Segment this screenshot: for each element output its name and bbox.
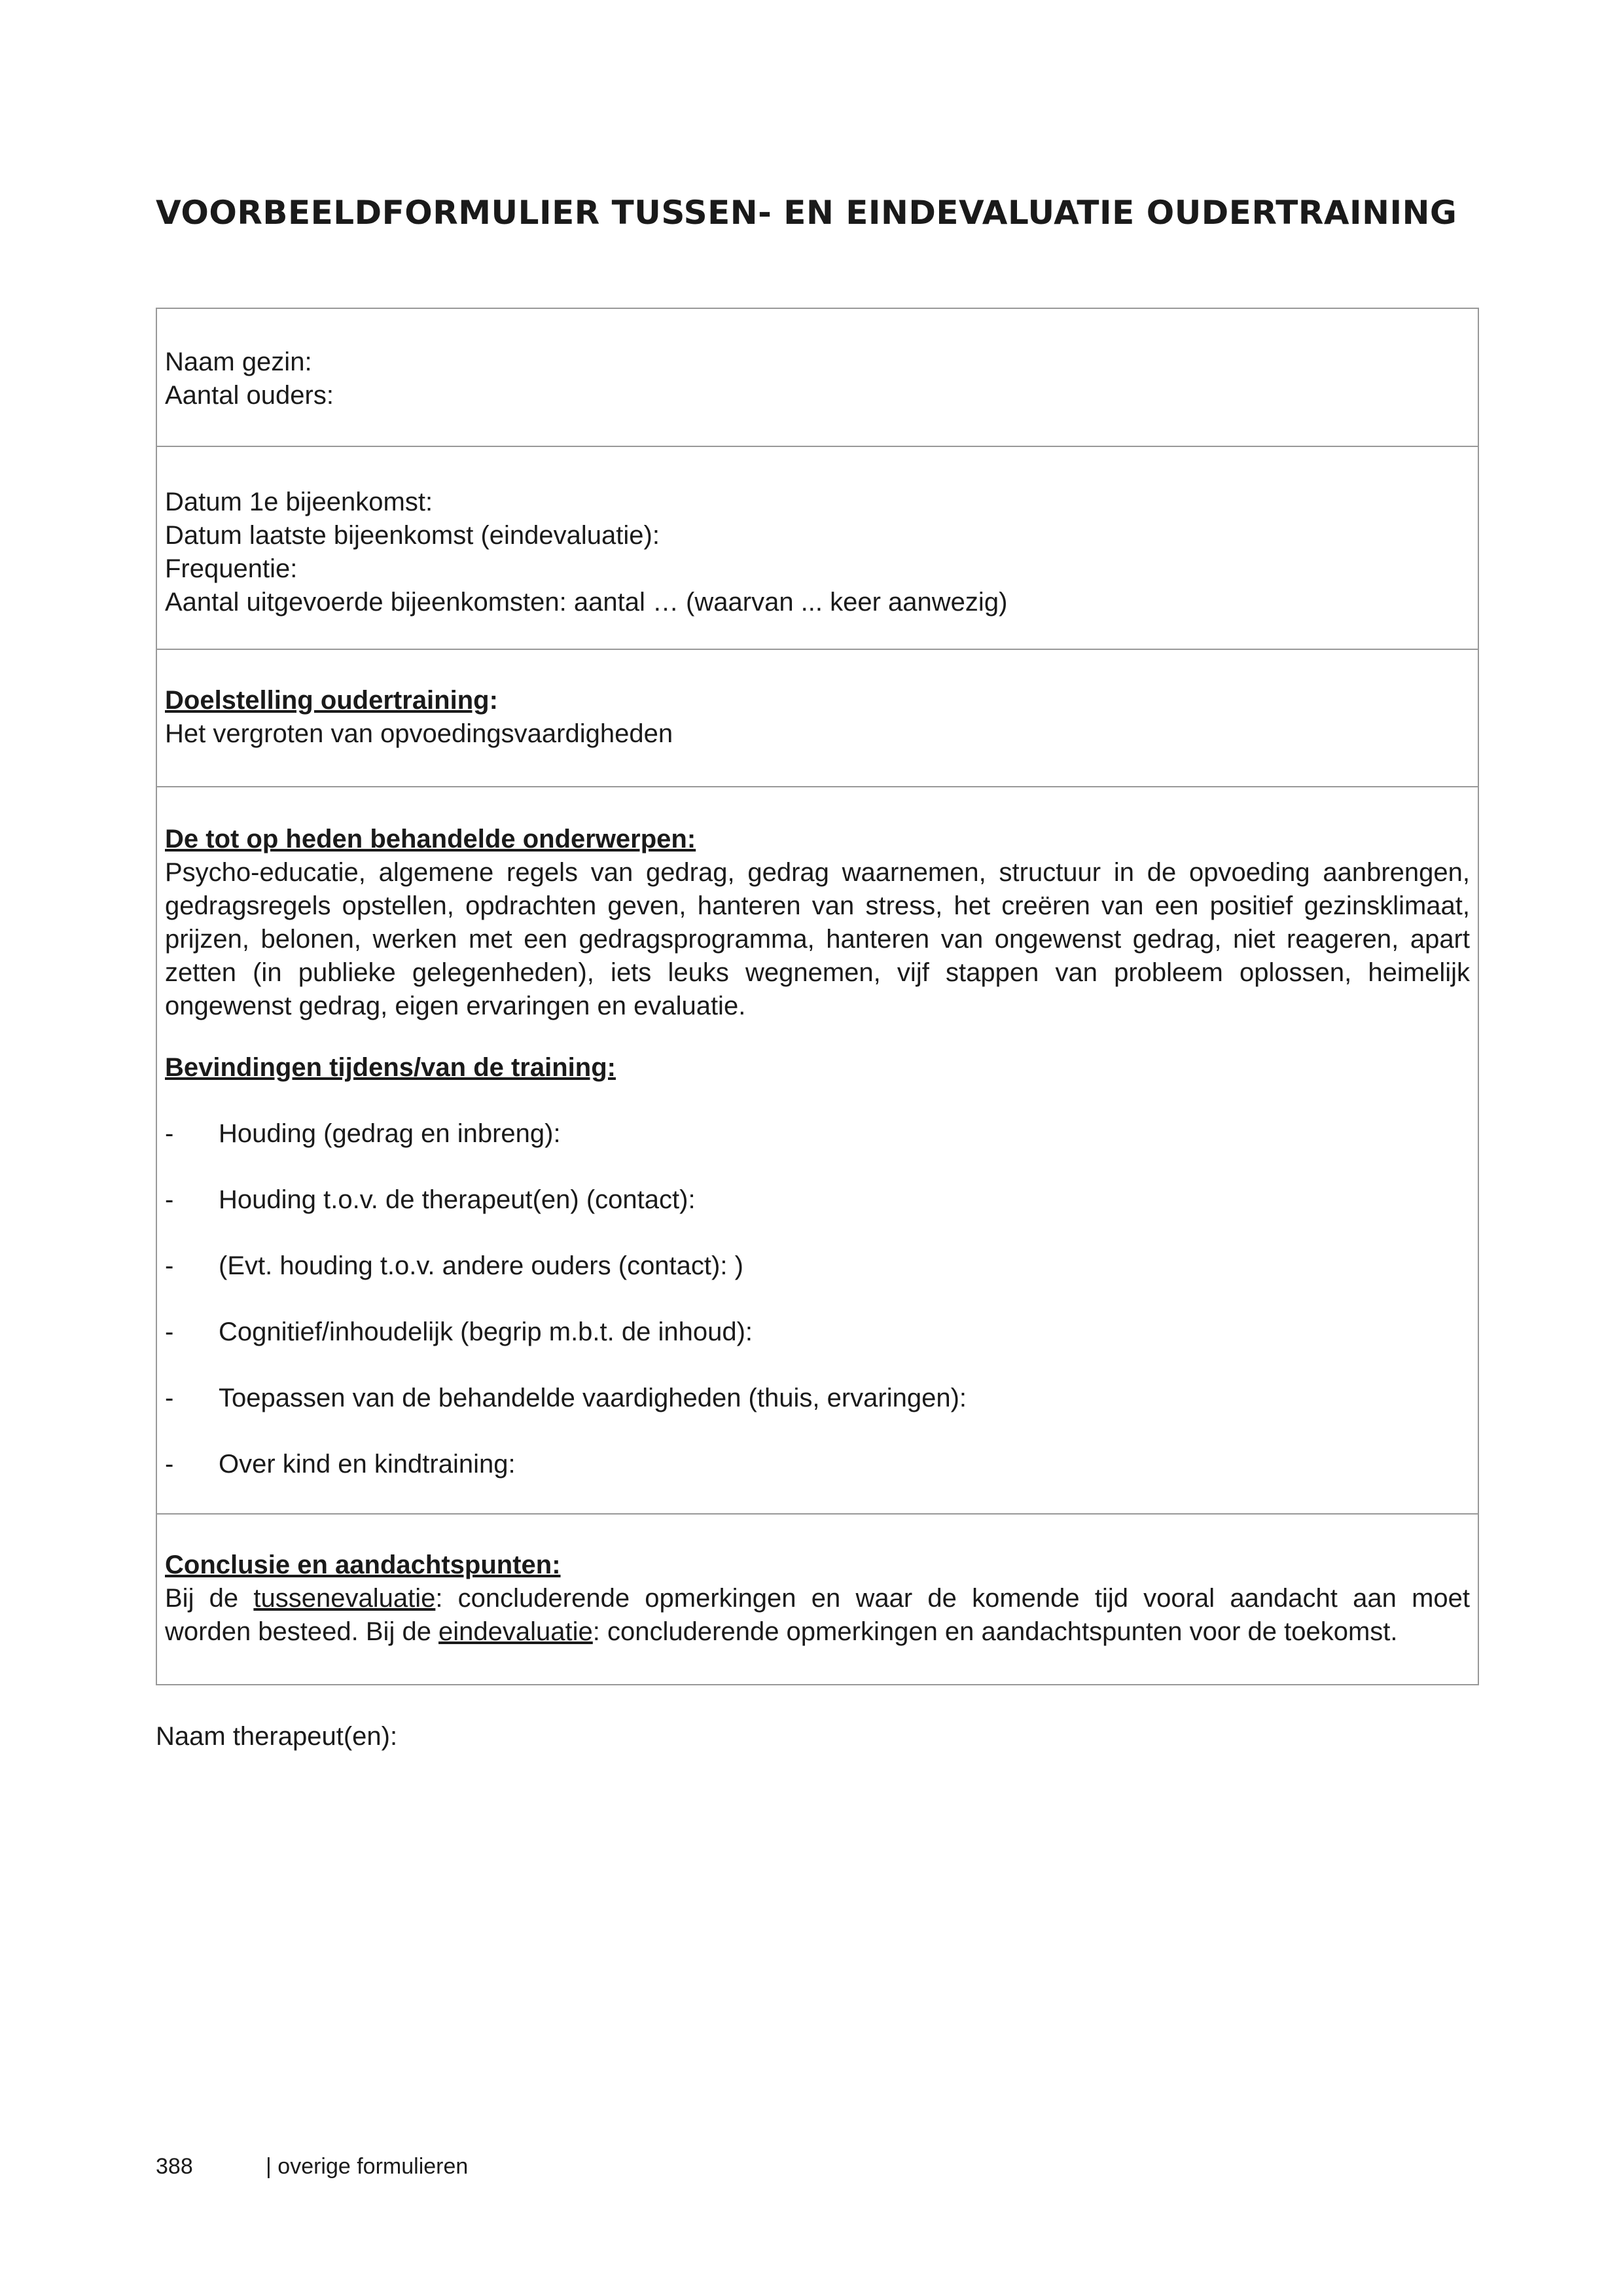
goal-text: Het vergroten van opvoedingsvaardigheden	[165, 719, 673, 748]
goal-heading-line	[165, 684, 1470, 717]
therapist-name-label: Naam therapeut(en):	[156, 1722, 398, 1751]
conclusion-line	[165, 1582, 1470, 1615]
conclusion-heading: Conclusie en aandachtspunten:	[165, 1551, 561, 1579]
finding-label: Houding t.o.v. de therapeut(en) (contact):	[219, 1185, 696, 1214]
first-session-date-label: Datum 1e bijeenkomst:	[165, 488, 433, 516]
conclusion-paragraph	[165, 1582, 1470, 1649]
list-item	[165, 1448, 1470, 1481]
bullet-dash: -	[165, 1119, 174, 1148]
bullet-dash: -	[165, 1185, 174, 1214]
conclusion-text: Bij de	[165, 1584, 254, 1613]
footer-section-title: | overige formulieren	[266, 2154, 469, 2179]
bullet-dash: -	[165, 1450, 174, 1479]
finding-label: (Evt. houding t.o.v. andere ouders (contact): )	[219, 1251, 743, 1280]
topics-line: Psycho-educatie, algemene regels van gedrag, gedrag waarnemen, structuur in de opvoeding aanbrengen,	[165, 858, 1470, 887]
finding-label: Cognitief/inhoudelijk (begrip m.b.t. de inhoud):	[219, 1318, 753, 1346]
topics-section	[157, 786, 1478, 1513]
finding-label: Toepassen van de behandelde vaardigheden (thuis, ervaringen):	[219, 1384, 967, 1412]
goal-heading-colon: :	[489, 686, 498, 715]
conclusion-text: : concluderende opmerkingen en waar de komende tijd vooral aandacht aan moet	[435, 1584, 1470, 1613]
bullet-dash: -	[165, 1318, 174, 1346]
topics-line: ongewenst gedrag, eigen ervaringen en evaluatie.	[165, 992, 746, 1020]
number-of-parents-label: Aantal ouders:	[165, 381, 334, 410]
findings-heading: Bevindingen tijdens/van de training:	[165, 1053, 616, 1082]
conclusion-text: : concluderende opmerkingen en aandachtspunten voor de toekomst.	[592, 1617, 1398, 1646]
bullet-dash: -	[165, 1251, 174, 1280]
list-item	[165, 1382, 1470, 1415]
page-footer	[156, 2152, 468, 2181]
page-number: 388	[156, 2154, 193, 2179]
conclusion-line	[165, 1615, 1470, 1649]
family-section	[157, 309, 1478, 446]
finding-label: Houding (gedrag en inbreng):	[219, 1119, 561, 1148]
family-name-label: Naam gezin:	[165, 348, 312, 376]
topics-line: gedragsregels opstellen, opdrachten geven, hanteren van stress, het creëren van een positief gezinsklimaat,	[165, 891, 1470, 920]
list-item	[165, 1316, 1470, 1349]
conclusion-section	[157, 1513, 1478, 1684]
goal-section	[157, 649, 1478, 786]
conclusion-text: worden besteed. Bij de	[165, 1617, 439, 1646]
last-session-date-label: Datum laatste bijeenkomst (eindevaluatie):	[165, 521, 660, 550]
bullet-dash: -	[165, 1384, 174, 1412]
list-item	[165, 1183, 1470, 1217]
topics-line: zetten (in publieke gelegenheden), iets leuks wegnemen, vijf stappen van probleem oplossen, heimelijk	[165, 958, 1470, 987]
interim-evaluation-term: tussenevaluatie	[253, 1584, 436, 1613]
frequency-label: Frequentie:	[165, 554, 298, 583]
evaluation-form	[156, 308, 1479, 1685]
sessions-count-label: Aantal uitgevoerde bijeenkomsten: aantal … (waarvan ... keer aanwezig)	[165, 588, 1008, 617]
goal-heading: Doelstelling oudertraining	[165, 686, 490, 715]
finding-label: Over kind en kindtraining:	[219, 1450, 516, 1479]
list-item	[165, 1249, 1470, 1283]
topics-heading: De tot op heden behandelde onderwerpen:	[165, 825, 696, 853]
list-item	[165, 1117, 1470, 1151]
topics-line: prijzen, belonen, werken met een gedragsprogramma, hanteren van ongewenst gedrag, niet reageren, apart	[165, 925, 1470, 954]
page-title: VOORBEELDFORMULIER TUSSEN- EN EINDEVALUATIE OUDERTRAINING	[156, 194, 1457, 232]
final-evaluation-term: eindevaluatie	[438, 1617, 593, 1646]
topics-paragraph	[165, 856, 1470, 1023]
findings-list	[165, 1117, 1470, 1481]
sessions-section	[157, 446, 1478, 649]
